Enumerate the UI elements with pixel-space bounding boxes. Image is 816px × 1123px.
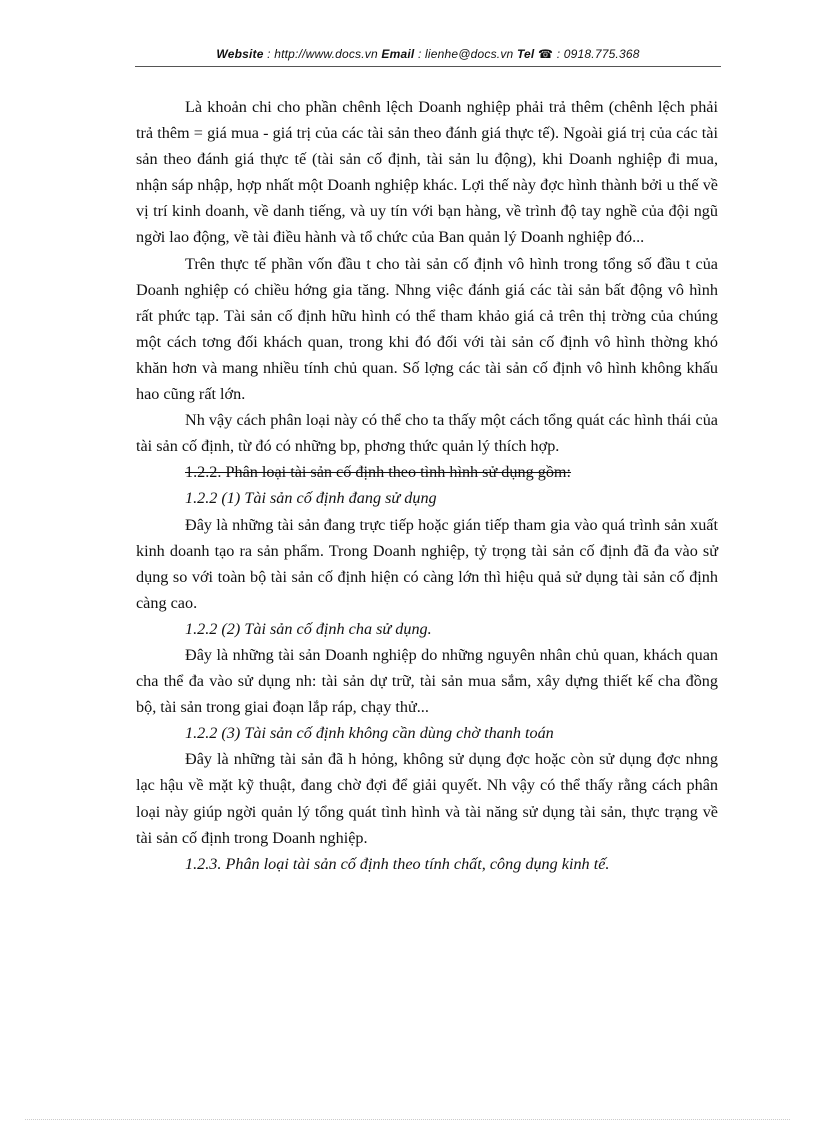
paragraph-awaiting-liquidation: Đây là những tài sản đã h hỏng, không sử dụng đợc hoặc còn sử dụng đợc nhng lạc hậu về mặt kỹ thuật, đang chờ đợi để giải quyết. Nh vậy có thể thấy rằng cách phân loại này giúp ngời quản lý tổng quát tình hình và tài năng sử dụng tài sản, thực trạng về tài sản cố định trong Doanh nghiệp. xyxy=(136,750,718,847)
paragraph-not-used: Đây là những tài sản Doanh nghiệp do những nguyên nhân chủ quan, khách quan cha thể đa vào sử dụng nh: tài sản dự trữ, tài sản mua sắm, xây dựng thiết kế cha đồng bộ, tài sản trong giai đoạn lắp ráp, chạy thử... xyxy=(136,645,718,717)
footer-divider xyxy=(25,1119,790,1120)
subheading-in-use: 1.2.2 (1) Tài sản cố định đang sử dụng xyxy=(185,489,437,508)
subheading-awaiting-liquidation: 1.2.2 (3) Tài sản cố định không cần dùng chờ thanh toán xyxy=(185,724,554,743)
subheading-not-used: 1.2.2 (2) Tài sản cố định cha sử dụng. xyxy=(185,619,432,638)
document-body xyxy=(136,94,718,877)
paragraph-investment: Trên thực tế phần vốn đầu t cho tài sản cố định vô hình trong tổng số đầu t của Doanh nghiệp có chiều hớng gia tăng. Nhng việc đánh giá các tài sản bất động vô hình rất phức tạp. Tài sản cố định hữu hình có thể tham khảo giá cả trên thị trờng của chúng một cách tơng đối khách quan, trong khi đó đối với tài sản cố định vô hình thờng khó khăn hơn và mang nhiều tính chủ quan. Số lợng các tài sản cố định vô hình không khấu hao cũng rất lớn. xyxy=(136,254,718,404)
email-value: : lienhe@docs.vn xyxy=(417,47,514,61)
section-heading-1-2-3: 1.2.3. Phân loại tài sản cố định theo tính chất, công dụng kinh tế. xyxy=(185,854,610,873)
header-divider xyxy=(135,66,721,67)
website-value: : http://www.docs.vn xyxy=(267,47,378,61)
email-label: Email xyxy=(381,47,415,61)
website-label: Website xyxy=(216,47,264,61)
page-header xyxy=(135,47,721,61)
phone-icon: ☎ xyxy=(538,47,554,61)
paragraph-in-use: Đây là những tài sản đang trực tiếp hoặc gián tiếp tham gia vào quá trình sản xuất kinh doanh tạo ra sản phẩm. Trong Doanh nghiệp, tỷ trọng tài sản cố định đã đa vào sử dụng so với toàn bộ tài sản cố định hiện có càng lớn thì hiệu quả sử dụng tài sản cố định càng cao. xyxy=(136,515,718,612)
paragraph-summary: Nh vậy cách phân loại này có thể cho ta thấy một cách tổng quát các hình thái của tài sản cố định, từ đó có những bp, phơng thức quản lý thích hợp. xyxy=(136,411,718,456)
section-heading-1-2-2: 1.2.2. Phân loại tài sản cố định theo tình hình sử dụng gồm: xyxy=(185,463,572,482)
paragraph-goodwill: Là khoản chi cho phần chênh lệch Doanh nghiệp phải trả thêm (chênh lệch phải trả thêm = giá mua - giá trị của các tài sản theo đánh giá thực tế). Ngoài giá trị của các tài sản theo đánh giá thực tế (tài sản cố định, tài sản lu động), khi Doanh nghiệp đi mua, nhận sáp nhập, hợp nhất một Doanh nghiệp khác. Lợi thế này đợc hình thành bởi u thế về vị trí kinh doanh, về danh tiếng, và uy tín với bạn hàng, về trình độ tay nghề của đội ngũ ngời lao động, về tài điều hành và tổ chức của Ban quản lý Doanh nghiệp đó... xyxy=(136,98,718,247)
tel-value: : 0918.775.368 xyxy=(556,47,640,61)
tel-label: Tel xyxy=(516,47,535,61)
